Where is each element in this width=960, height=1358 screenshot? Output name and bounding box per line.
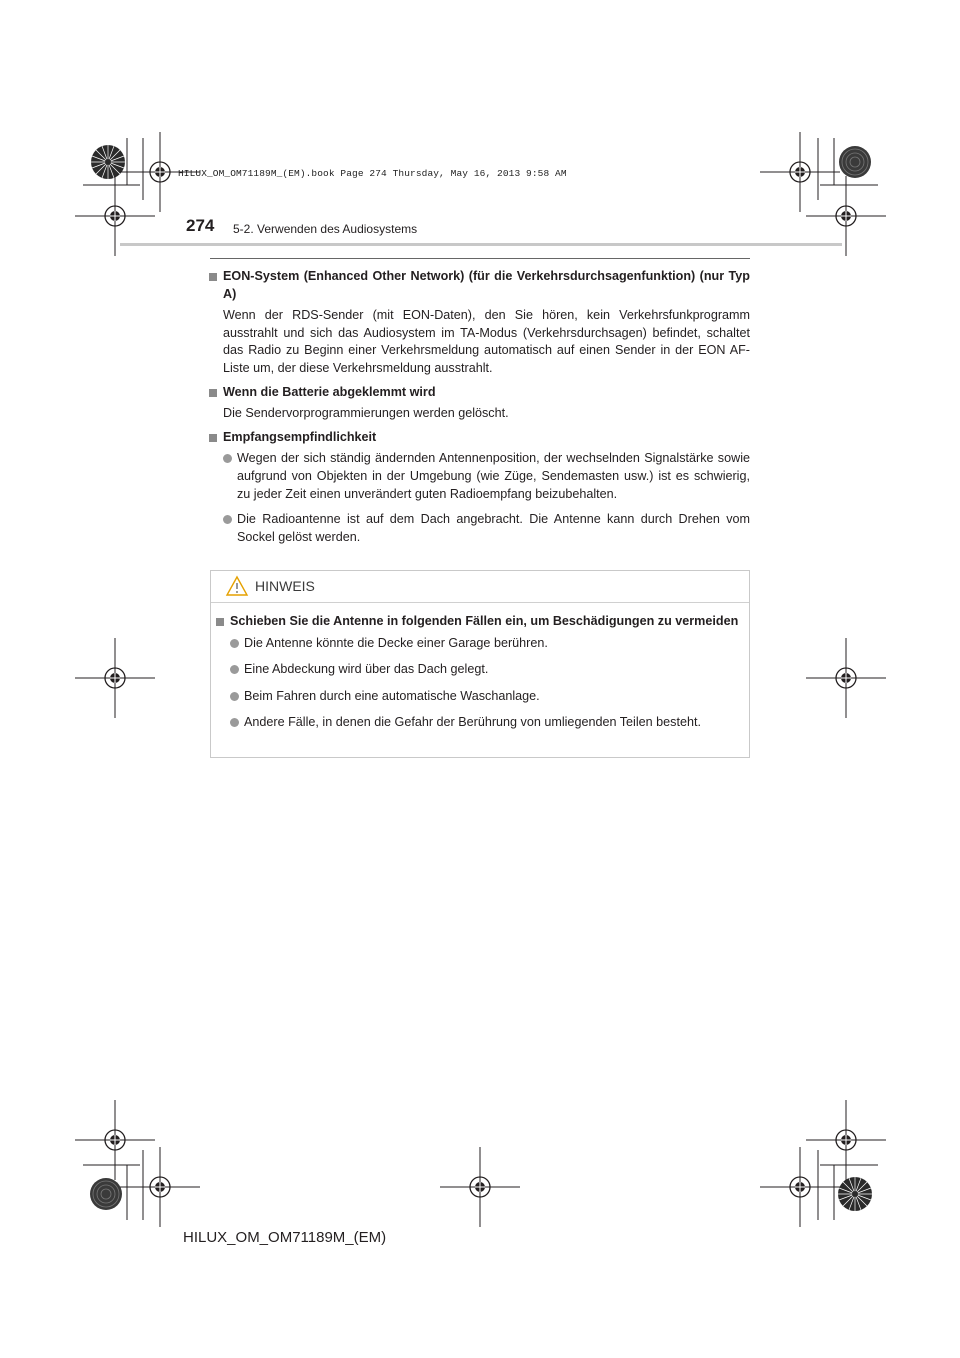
section-heading: Empfangsempfindlichkeit	[209, 429, 750, 447]
content-divider	[210, 258, 750, 259]
warning-icon	[225, 575, 249, 597]
print-stamp: HILUX_OM_OM71189M_(EM).book Page 274 Thursday, May 16, 2013 9:58 AM	[178, 168, 567, 179]
section-title: 5-2. Verwenden des Audiosystems	[233, 222, 418, 236]
list-item: Eine Abdeckung wird über das Dach gelegt.	[216, 661, 743, 679]
square-bullet-icon	[209, 389, 217, 397]
notice-title: HINWEIS	[255, 578, 315, 594]
round-bullet-icon	[223, 454, 232, 463]
footer-code: HILUX_OM_OM71189M_(EM)	[183, 1229, 387, 1246]
notice-header	[211, 571, 749, 598]
main-content	[209, 268, 750, 546]
section-heading: Wenn die Batterie abgeklemmt wird	[209, 384, 750, 402]
list-item: Die Radioantenne ist auf dem Dach angebracht. Die Antenne kann durch Drehen vom Sockel gelöst werden.	[209, 511, 750, 546]
section-text: Wenn der RDS-Sender (mit EON-Daten), den Sie hören, kein Verkehrsfunkprogramm ausstrahlt und sich das Audiosystem im TA-Modus (Verkehrsdurchsagen) befindet, schaltet das Radio zu Beginn einer Verkehrsmeldung automatisch auf einen Sender in der EON AF-Liste um, der diese Verkehrsmeldung ausstrahlt.	[223, 308, 750, 375]
notice-heading: Schieben Sie die Antenne in folgenden Fällen ein, um Beschädigungen zu vermeiden	[216, 613, 743, 631]
notice-divider	[211, 602, 749, 603]
page-number: 274	[186, 216, 215, 235]
list-item: Die Antenne könnte die Decke einer Garage berühren.	[216, 635, 743, 653]
round-bullet-icon	[230, 718, 239, 727]
round-bullet-icon	[223, 515, 232, 524]
list-item: Wegen der sich ständig ändernden Antennenposition, der wechselnden Signalstärke sowie aufgrund von Objekten in der Umgebung (wie Züge, Sendemasten usw.) ist es schwierig, zu jeder Zeit einen unverändert guten Radioempfang beizubehalten.	[209, 450, 750, 503]
square-bullet-icon	[209, 273, 217, 281]
section-text: Die Sendervorprogrammierungen werden gelöscht.	[223, 406, 509, 421]
round-bullet-icon	[230, 692, 239, 701]
round-bullet-icon	[230, 639, 239, 648]
list-item: Andere Fälle, in denen die Gefahr der Berührung von umliegenden Teilen besteht.	[216, 714, 743, 732]
header-divider	[120, 243, 842, 246]
round-bullet-icon	[230, 665, 239, 674]
notice-body	[216, 613, 743, 732]
section-heading: EON-System (Enhanced Other Network) (für die Verkehrsdurchsagenfunktion) (nur Typ A)	[209, 268, 750, 303]
list-item: Beim Fahren durch eine automatische Waschanlage.	[216, 688, 743, 706]
square-bullet-icon	[209, 434, 217, 442]
notice-box	[210, 570, 750, 758]
square-bullet-icon	[216, 618, 224, 626]
